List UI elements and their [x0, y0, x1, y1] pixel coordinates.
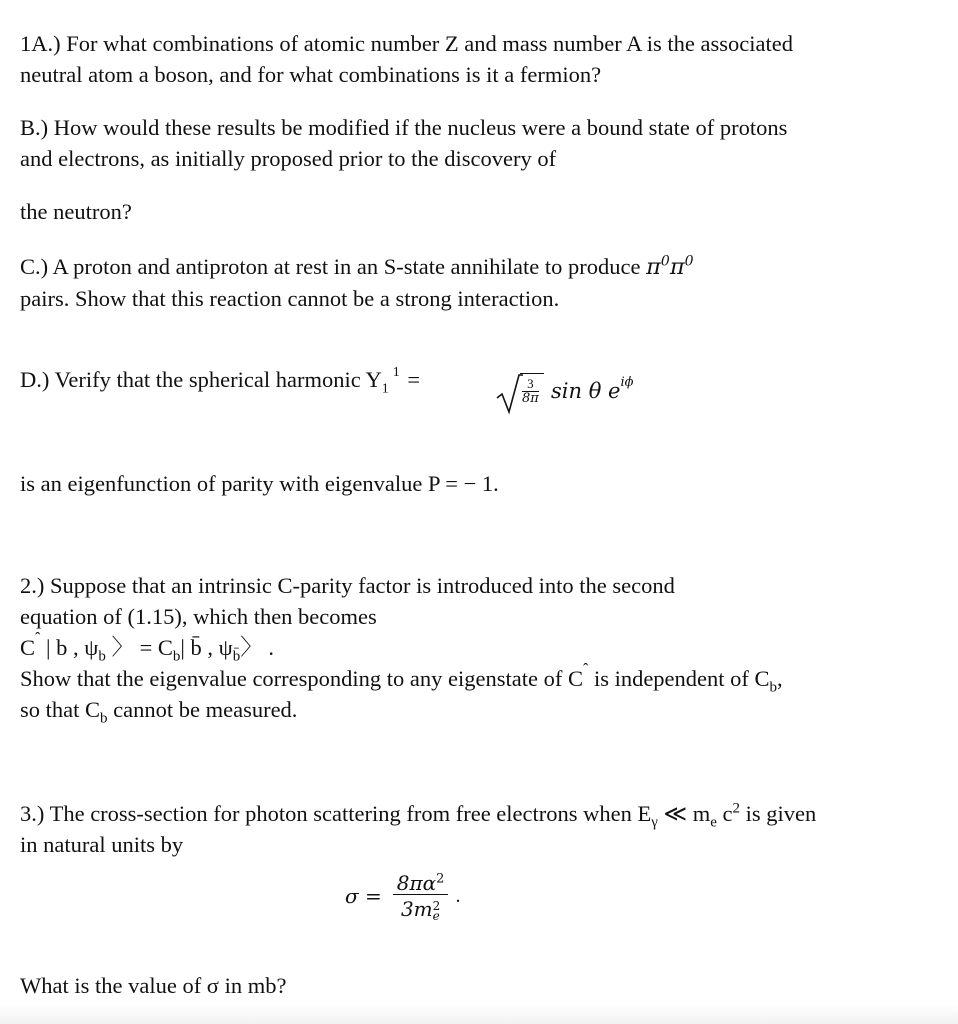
q2-line3: Show that the eigenvalue corresponding to any eigenstate of $C^ˆ$ is independent of $C_b$, [20, 660, 783, 696]
sqrt-sign [495, 372, 523, 416]
q1c-line2: pairs. Show that this reaction cannot be a strong interaction. [20, 286, 560, 311]
question-2 [20, 570, 920, 725]
equals-sign: = [407, 367, 421, 392]
q1b-line1: B.) How would these results be modified if the nucleus were a bound state of protons [20, 115, 788, 140]
q2-equation: $C^ˆ$ | b , $\psi_b$ 〉 = $C_b|$ b̄ , $\psi_{b̄}$〉 . [20, 629, 274, 665]
q3-line2: in natural units by [20, 832, 184, 857]
q3-question: What is the value of σ in mb? [20, 973, 287, 998]
q1d-line2: is an eigenfunction of parity with eigenvalue P = − 1. [20, 471, 499, 496]
q1c-line1 [20, 251, 920, 283]
q1a-line2: neutral atom a boson, and for what combinations is it a fermion? [20, 62, 602, 87]
trig-term: sin θ $e^{i\phi}$ [551, 375, 634, 403]
q1b-line2: and electrons, as initially proposed prior to the discovery of [20, 146, 557, 171]
question-3 [20, 798, 920, 860]
question-1b [20, 112, 920, 174]
q1b-line3: the neutron? [20, 199, 132, 224]
cross-section-formula: σ = $8\pi\alpha^2$ 3m 2 e . [345, 871, 461, 923]
q3-line1: 3.) The cross-section for photon scattering from free electrons when $E_\gamma$ ≪ $m_e$ $c^2$ is given [20, 800, 817, 831]
y-superscript: 1 [392, 364, 400, 380]
y-subscript: 1 [381, 381, 389, 397]
cross-section-fraction: $8\pi\alpha^2$ 3m 2 e [393, 872, 449, 921]
question-1c [20, 251, 920, 314]
q2-line1: 2.) Suppose that an intrinsic C-parity factor is introduced into the second [20, 573, 675, 598]
q1a-line1: 1A.) For what combinations of atomic number Z and mass number A is the associated [20, 31, 793, 56]
pion-pair: $\pi^0\pi^0$ [646, 253, 694, 280]
q1c-text: C.) A proton and antiproton at rest in an S-state annihilate to produce [20, 254, 641, 279]
question-1d [20, 364, 920, 395]
question-1a [20, 28, 920, 90]
sigma-equals: σ = [345, 884, 382, 908]
bottom-edge [0, 1004, 958, 1024]
q2-line4: so that $C_b$ cannot be measured. [20, 697, 298, 727]
q1d-text: D.) Verify that the spherical harmonic Y [20, 367, 382, 392]
q2-line2: equation of (1.15), which then becomes [20, 604, 377, 629]
sqrt-fraction: $\frac{3}{8\pi}$ [522, 376, 539, 407]
